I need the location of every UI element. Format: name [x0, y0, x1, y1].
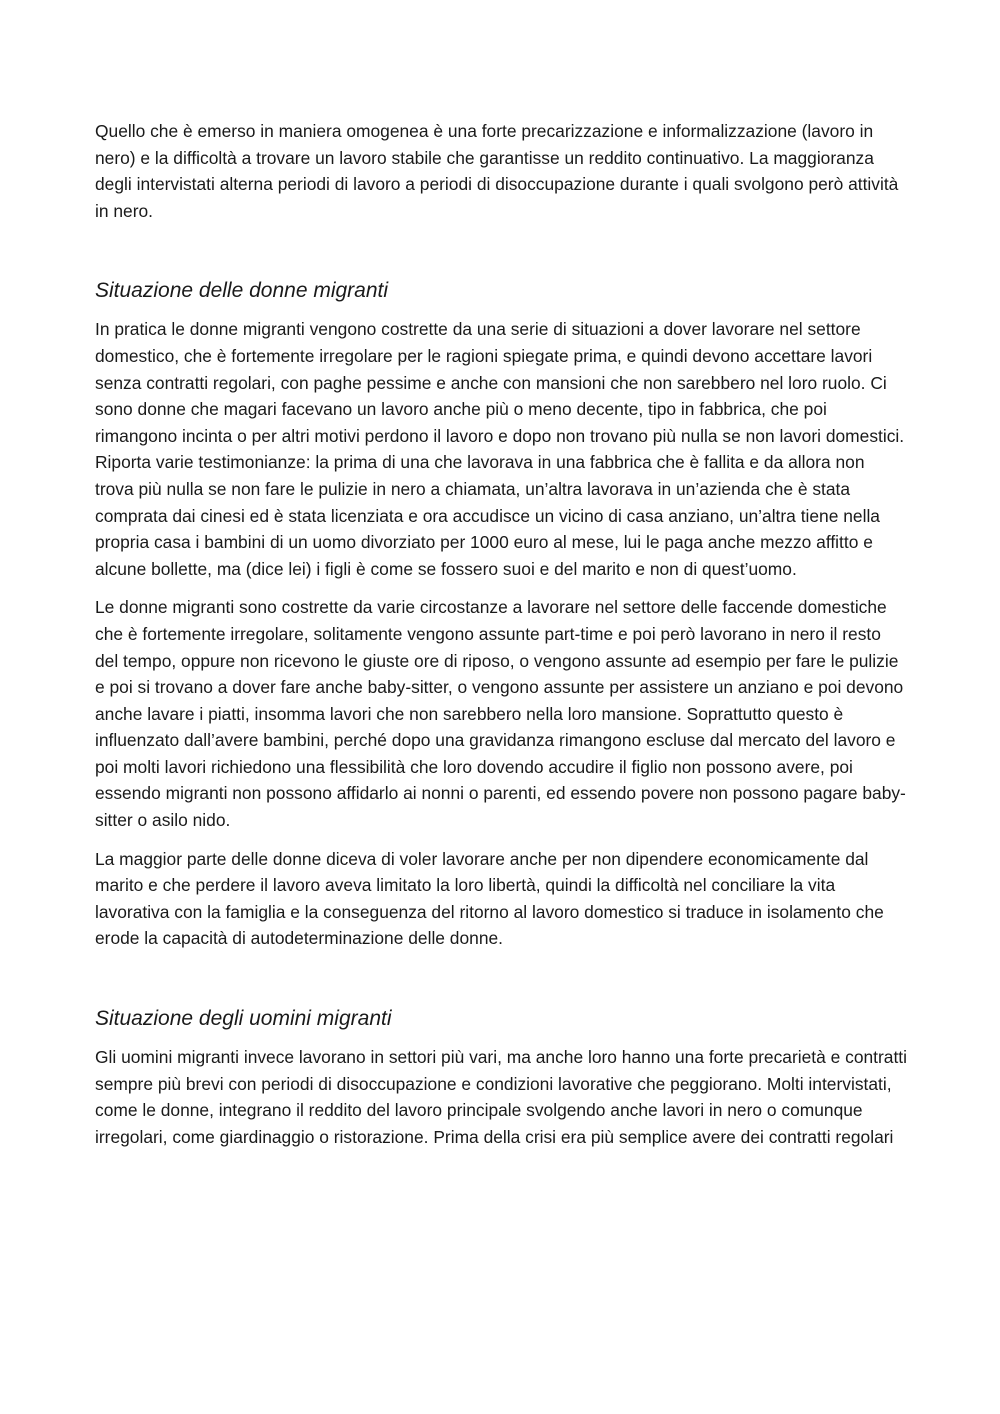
- paragraph-women-2: Le donne migranti sono costrette da varie circostanze a lavorare nel settore delle faccende domestiche che è fortemente irregolare, solitamente vengono assunte part-time e poi però lavorano in nero il resto del tempo, oppure non ricevono le giuste ore di riposo, o vengono assunte ad esempio per fare le pulizie e poi si trovano a dover fare anche baby-sitter, o vengono assunte per assistere un anziano e poi devono anche lavare i piatti, insomma lavori che non sarebbero nella loro mansione. Soprattutto questo è influenzato dall’avere bambini, perché dopo una gravidanza rimangono escluse dal mercato del lavoro e poi molti lavori richiedono una flessibilità che loro dovendo accudire il figlio non possono avere, poi essendo migranti non possono affidarlo ai nonni o parenti, ed essendo povere non possono pagare baby-sitter o asilo nido.: [95, 597, 906, 831]
- section-gap: [95, 964, 907, 1005]
- paragraph-women-3: La maggior parte delle donne diceva di voler lavorare anche per non dipendere economicamente dal marito e che perdere il lavoro aveva limitato la loro libertà, quindi la difficoltà nel conciliare la vita lavorativa con la famiglia e la conseguenza del ritorno al lavoro domestico si traduce in isolamento che erode la capacità di autodeterminazione delle donne.: [95, 848, 884, 949]
- section-heading-men: Situazione degli uomini migranti: [95, 1007, 392, 1031]
- document-page: [95, 118, 907, 1162]
- paragraph-men-1: Gli uomini migranti invece lavorano in settori più vari, ma anche loro hanno una forte precarietà e contratti sempre più brevi con periodi di disoccupazione e condizioni lavorative che peggiorano. Molti intervistati, come le donne, integrano il reddito del lavoro principale svolgendo anche lavori in nero o comunque irregolari, come giardinaggio o ristorazione. Prima della crisi era più semplice avere dei contratti regolari: [95, 1047, 907, 1147]
- section-gap: [95, 236, 907, 277]
- paragraph-women-1: In pratica le donne migranti vengono costrette da una serie di situazioni a dover lavorare nel settore domestico, che è fortemente irregolare per le ragioni spiegate prima, e quindi devono accettare lavori senza contratti regolari, con paghe pessime e anche con mansioni che non sarebbero nel loro ruolo. Ci sono donne che magari facevano un lavoro anche più o meno decente, tipo in fabbrica, che poi rimangono incinta o per altri motivi perdono il lavoro e dopo non trovano più nulla se non lavori domestici. Riporta varie testimonianze: la prima di una che lavorava in una fabbrica che è fallita e da allora non trova più nulla se non fare le pulizie in nero a chiamata, un’altra lavorava in un’azienda che è stata comprata dai cinesi ed è stata licenziata e ora accudisce un vicino di casa anziano, un’altra tiene nella propria casa i bambini di un uomo divorziato per 1000 euro al mese, lui le paga anche mezzo affitto e alcune bollette, ma (dice lei) i figli è come se fossero suoi e del marito e non di quest’uomo.: [95, 319, 905, 579]
- intro-paragraph: Quello che è emerso in maniera omogenea è una forte precarizzazione e informalizzazione (lavoro in nero) e la difficoltà a trovare un lavoro stabile che garantisse un reddito continuativo. La maggioranza degli intervistati alterna periodi di lavoro a periodi di disoccupazione durante i quali svolgono però attività in nero.: [95, 121, 899, 221]
- section-heading-women: Situazione delle donne migranti: [95, 279, 389, 303]
